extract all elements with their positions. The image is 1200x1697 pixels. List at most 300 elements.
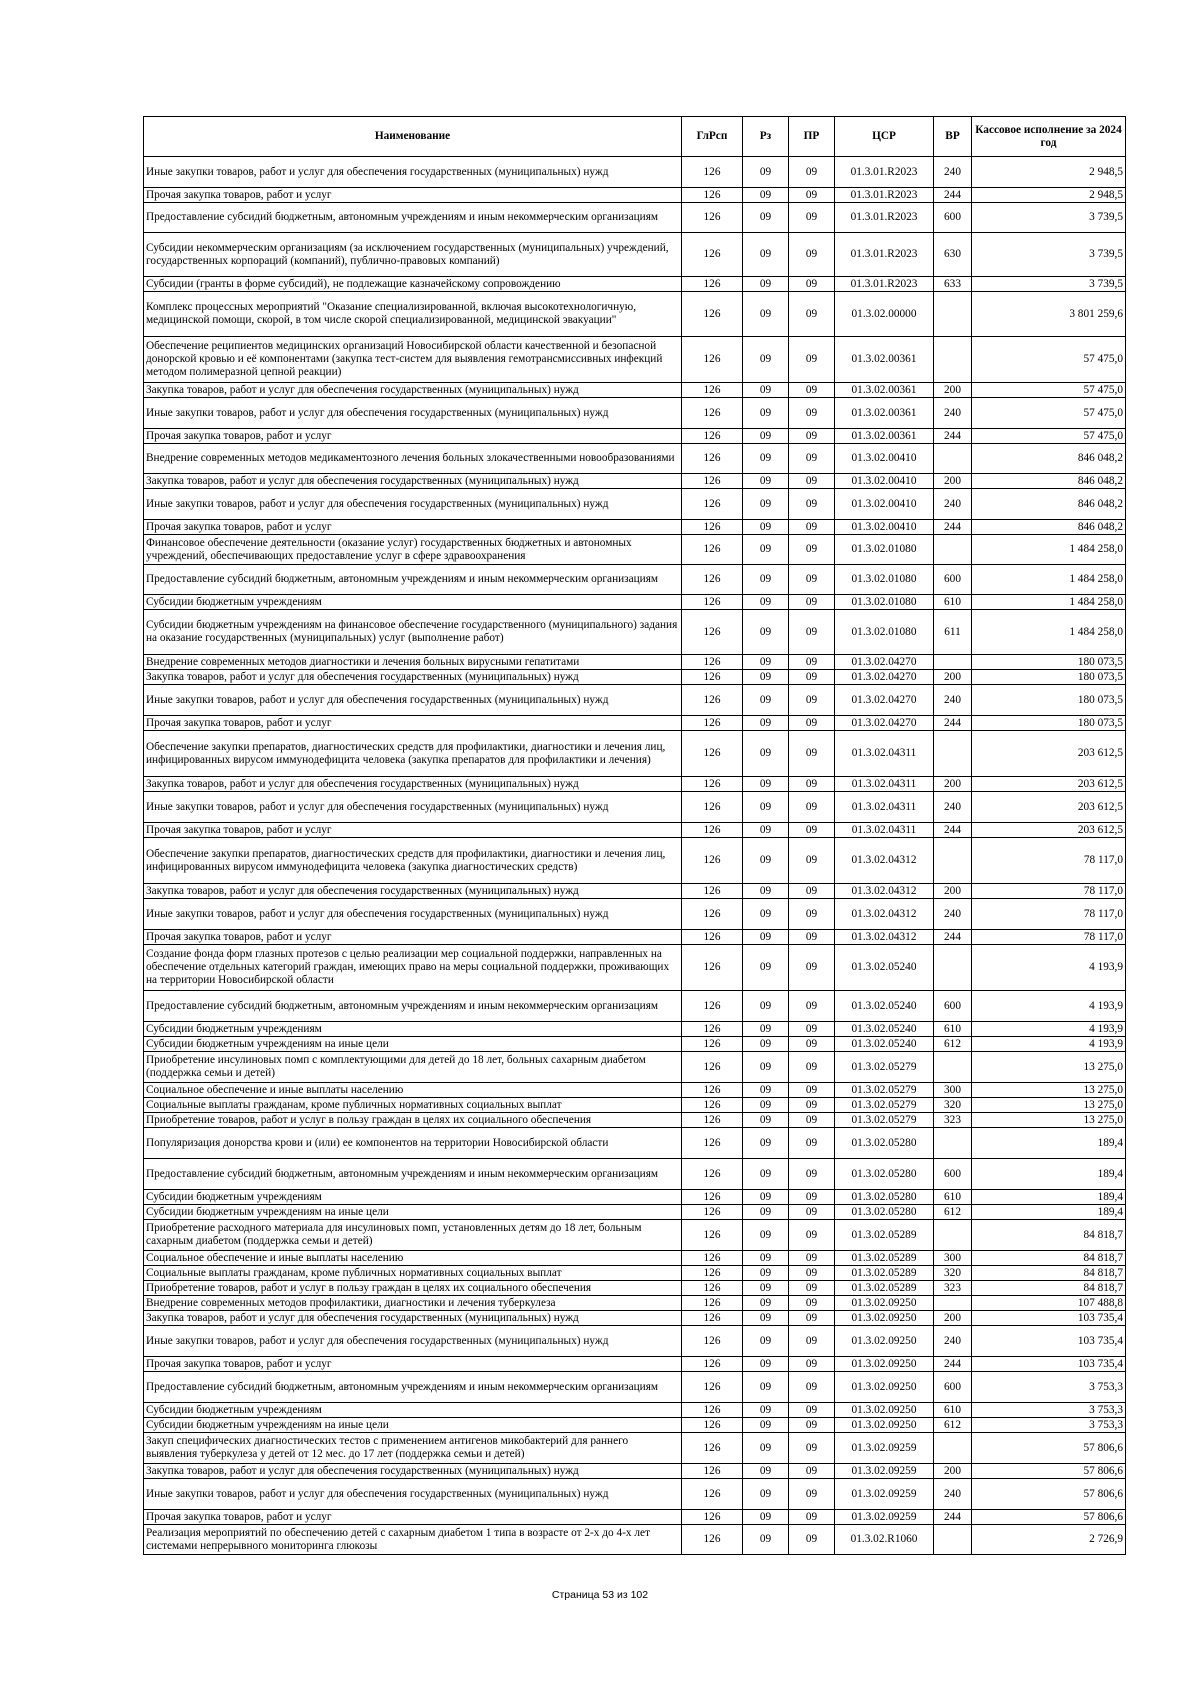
cell-csr: 01.3.02.05279	[835, 1083, 934, 1098]
cell-vr: 600	[934, 565, 972, 595]
table-row	[144, 731, 1126, 777]
cell-name: Социальное обеспечение и иные выплаты населению	[144, 1251, 682, 1266]
cell-amount: 57 806,6	[972, 1464, 1126, 1479]
cell-csr: 01.3.02.04311	[835, 823, 934, 838]
cell-name: Субсидии бюджетным учреждениям	[144, 1403, 682, 1418]
cell-rz: 09	[743, 337, 789, 383]
cell-glrsp: 126	[682, 398, 743, 429]
table-row	[144, 1403, 1126, 1418]
cell-vr: 610	[934, 1190, 972, 1205]
cell-rz: 09	[743, 474, 789, 489]
cell-rz: 09	[743, 1403, 789, 1418]
cell-amount: 78 117,0	[972, 838, 1126, 884]
cell-amount: 57 475,0	[972, 383, 1126, 398]
page-number: Страница 53 из 102	[551, 1589, 649, 1601]
cell-amount: 4 193,9	[972, 991, 1126, 1022]
cell-pr: 09	[789, 292, 835, 337]
cell-amount: 2 948,5	[972, 188, 1126, 203]
cell-glrsp: 126	[682, 1083, 743, 1098]
cell-glrsp: 126	[682, 1510, 743, 1525]
cell-rz: 09	[743, 945, 789, 991]
cell-pr: 09	[789, 1037, 835, 1052]
cell-glrsp: 126	[682, 884, 743, 899]
cell-vr: 244	[934, 429, 972, 444]
cell-amount: 846 048,2	[972, 474, 1126, 489]
cell-vr: 611	[934, 610, 972, 655]
cell-csr: 01.3.02.09259	[835, 1464, 934, 1479]
cell-rz: 09	[743, 292, 789, 337]
cell-csr: 01.3.02.05289	[835, 1251, 934, 1266]
cell-glrsp: 126	[682, 1128, 743, 1159]
cell-glrsp: 126	[682, 1281, 743, 1296]
cell-name: Субсидии бюджетным учреждениям	[144, 595, 682, 610]
cell-csr: 01.3.02.05279	[835, 1113, 934, 1128]
cell-rz: 09	[743, 1098, 789, 1113]
cell-pr: 09	[789, 535, 835, 565]
cell-glrsp: 126	[682, 429, 743, 444]
cell-csr: 01.3.01.R2023	[835, 277, 934, 292]
cell-name: Прочая закупка товаров, работ и услуг	[144, 823, 682, 838]
cell-name: Внедрение современных методов диагностики и лечения больных вирусными гепатитами	[144, 655, 682, 670]
cell-pr: 09	[789, 823, 835, 838]
cell-csr: 01.3.02.04311	[835, 777, 934, 792]
cell-csr: 01.3.02.09259	[835, 1433, 934, 1464]
cell-vr: 200	[934, 383, 972, 398]
cell-rz: 09	[743, 1418, 789, 1433]
cell-name: Закупка товаров, работ и услуг для обеспечения государственных (муниципальных) нужд	[144, 884, 682, 899]
cell-amount: 3 739,5	[972, 203, 1126, 233]
cell-vr: 244	[934, 716, 972, 731]
cell-glrsp: 126	[682, 489, 743, 520]
cell-amount: 78 117,0	[972, 930, 1126, 945]
cell-glrsp: 126	[682, 1098, 743, 1113]
cell-csr: 01.3.01.R2023	[835, 157, 934, 188]
cell-glrsp: 126	[682, 991, 743, 1022]
cell-vr: 244	[934, 823, 972, 838]
cell-rz: 09	[743, 930, 789, 945]
cell-glrsp: 126	[682, 277, 743, 292]
cell-pr: 09	[789, 685, 835, 716]
table-row	[144, 945, 1126, 991]
cell-name: Закуп специфических диагностических тестов с применением антигенов микобактерий для раннего выявления туберкулеза у детей от 12 мес. до 17 лет (поддержка семьи и детей)	[144, 1433, 682, 1464]
table-row	[144, 474, 1126, 489]
cell-amount: 180 073,5	[972, 685, 1126, 716]
cell-name: Субсидии бюджетным учреждениям на иные цели	[144, 1205, 682, 1220]
cell-rz: 09	[743, 823, 789, 838]
cell-amount: 57 475,0	[972, 429, 1126, 444]
cell-name: Социальные выплаты гражданам, кроме публичных нормативных социальных выплат	[144, 1266, 682, 1281]
cell-rz: 09	[743, 1022, 789, 1037]
cell-csr: 01.3.02.09259	[835, 1510, 934, 1525]
table-row	[144, 188, 1126, 203]
cell-vr: 633	[934, 277, 972, 292]
cell-vr: 244	[934, 930, 972, 945]
cell-pr: 09	[789, 337, 835, 383]
cell-vr: 200	[934, 474, 972, 489]
cell-rz: 09	[743, 610, 789, 655]
cell-amount: 13 275,0	[972, 1083, 1126, 1098]
cell-pr: 09	[789, 444, 835, 474]
cell-csr: 01.3.02.09250	[835, 1372, 934, 1403]
cell-glrsp: 126	[682, 731, 743, 777]
cell-glrsp: 126	[682, 1296, 743, 1311]
cell-name: Субсидии бюджетным учреждениям	[144, 1022, 682, 1037]
cell-name: Прочая закупка товаров, работ и услуг	[144, 716, 682, 731]
cell-rz: 09	[743, 1479, 789, 1510]
cell-glrsp: 126	[682, 1220, 743, 1251]
cell-vr: 244	[934, 188, 972, 203]
cell-amount: 189,4	[972, 1190, 1126, 1205]
cell-csr: 01.3.02.00000	[835, 292, 934, 337]
cell-amount: 57 475,0	[972, 337, 1126, 383]
cell-glrsp: 126	[682, 337, 743, 383]
table-row	[144, 1296, 1126, 1311]
cell-vr: 612	[934, 1418, 972, 1433]
cell-name: Иные закупки товаров, работ и услуг для обеспечения государственных (муниципальных) нужд	[144, 489, 682, 520]
cell-name: Предоставление субсидий бюджетным, автономным учреждениям и иным некоммерческим организациям	[144, 991, 682, 1022]
cell-csr: 01.3.02.05280	[835, 1128, 934, 1159]
table-row	[144, 1266, 1126, 1281]
cell-glrsp: 126	[682, 823, 743, 838]
cell-glrsp: 126	[682, 945, 743, 991]
cell-pr: 09	[789, 1251, 835, 1266]
cell-glrsp: 126	[682, 1266, 743, 1281]
cell-rz: 09	[743, 884, 789, 899]
cell-rz: 09	[743, 444, 789, 474]
cell-amount: 103 735,4	[972, 1326, 1126, 1357]
cell-rz: 09	[743, 1220, 789, 1251]
cell-glrsp: 126	[682, 233, 743, 277]
cell-vr: 240	[934, 792, 972, 823]
cell-name: Закупка товаров, работ и услуг для обеспечения государственных (муниципальных) нужд	[144, 777, 682, 792]
cell-vr: 600	[934, 1372, 972, 1403]
cell-glrsp: 126	[682, 1251, 743, 1266]
cell-pr: 09	[789, 1052, 835, 1083]
cell-name: Прочая закупка товаров, работ и услуг	[144, 429, 682, 444]
cell-amount: 203 612,5	[972, 777, 1126, 792]
cell-vr: 240	[934, 157, 972, 188]
cell-rz: 09	[743, 398, 789, 429]
cell-glrsp: 126	[682, 1205, 743, 1220]
cell-pr: 09	[789, 474, 835, 489]
cell-rz: 09	[743, 1525, 789, 1555]
cell-name: Внедрение современных методов медикаментозного лечения больных злокачественными новообразованиями	[144, 444, 682, 474]
cell-name: Субсидии некоммерческим организациям (за исключением государственных (муниципальных) учреждений, государственных корпораций (компаний), публично-правовых компаний)	[144, 233, 682, 277]
cell-amount: 3 753,3	[972, 1372, 1126, 1403]
cell-glrsp: 126	[682, 1037, 743, 1052]
cell-csr: 01.3.02.05280	[835, 1190, 934, 1205]
cell-glrsp: 126	[682, 1418, 743, 1433]
cell-vr: 300	[934, 1251, 972, 1266]
cell-rz: 09	[743, 595, 789, 610]
cell-rz: 09	[743, 157, 789, 188]
cell-amount: 3 753,3	[972, 1403, 1126, 1418]
table-row	[144, 383, 1126, 398]
cell-amount: 57 475,0	[972, 398, 1126, 429]
cell-csr: 01.3.02.00361	[835, 337, 934, 383]
cell-name: Прочая закупка товаров, работ и услуг	[144, 188, 682, 203]
cell-glrsp: 126	[682, 899, 743, 930]
cell-rz: 09	[743, 565, 789, 595]
cell-csr: 01.3.02.R1060	[835, 1525, 934, 1555]
cell-amount: 3 801 259,6	[972, 292, 1126, 337]
cell-glrsp: 126	[682, 1052, 743, 1083]
cell-amount: 2 726,9	[972, 1525, 1126, 1555]
cell-pr: 09	[789, 1326, 835, 1357]
cell-glrsp: 126	[682, 383, 743, 398]
cell-vr: 612	[934, 1037, 972, 1052]
cell-vr: 240	[934, 899, 972, 930]
cell-csr: 01.3.02.00361	[835, 383, 934, 398]
cell-csr: 01.3.02.09250	[835, 1326, 934, 1357]
cell-csr: 01.3.02.09250	[835, 1296, 934, 1311]
cell-amount: 13 275,0	[972, 1113, 1126, 1128]
budget-execution-table	[143, 116, 1126, 1555]
cell-rz: 09	[743, 489, 789, 520]
cell-name: Приобретение инсулиновых помп с комплектующими для детей до 18 лет, больных сахарным диабетом (поддержка семьи и детей)	[144, 1052, 682, 1083]
table-row	[144, 899, 1126, 930]
table-row	[144, 429, 1126, 444]
table-row	[144, 610, 1126, 655]
table-row	[144, 595, 1126, 610]
cell-vr: 200	[934, 670, 972, 685]
cell-pr: 09	[789, 383, 835, 398]
cell-name: Иные закупки товаров, работ и услуг для обеспечения государственных (муниципальных) нужд	[144, 792, 682, 823]
table-row	[144, 823, 1126, 838]
cell-csr: 01.3.02.05289	[835, 1220, 934, 1251]
cell-csr: 01.3.02.04312	[835, 838, 934, 884]
cell-pr: 09	[789, 188, 835, 203]
cell-rz: 09	[743, 1113, 789, 1128]
cell-amount: 846 048,2	[972, 444, 1126, 474]
cell-amount: 4 193,9	[972, 1037, 1126, 1052]
cell-amount: 203 612,5	[972, 792, 1126, 823]
cell-name: Предоставление субсидий бюджетным, автономным учреждениям и иным некоммерческим организациям	[144, 565, 682, 595]
cell-name: Реализация мероприятий по обеспечению детей с сахарным диабетом 1 типа в возрасте от 2-х до 4-х лет системами непрерывного мониторинга глюкозы	[144, 1525, 682, 1555]
cell-csr: 01.3.02.04311	[835, 792, 934, 823]
cell-pr: 09	[789, 1266, 835, 1281]
cell-name: Закупка товаров, работ и услуг для обеспечения государственных (муниципальных) нужд	[144, 474, 682, 489]
cell-pr: 09	[789, 1281, 835, 1296]
cell-glrsp: 126	[682, 685, 743, 716]
cell-name: Субсидии бюджетным учреждениям на иные цели	[144, 1418, 682, 1433]
table-header-row	[144, 117, 1126, 157]
cell-amount: 3 753,3	[972, 1418, 1126, 1433]
cell-name: Приобретение товаров, работ и услуг в пользу граждан в целях их социального обеспечения	[144, 1281, 682, 1296]
cell-amount: 189,4	[972, 1159, 1126, 1190]
cell-pr: 09	[789, 945, 835, 991]
cell-pr: 09	[789, 565, 835, 595]
cell-name: Прочая закупка товаров, работ и услуг	[144, 520, 682, 535]
cell-csr: 01.3.02.05280	[835, 1205, 934, 1220]
cell-vr: 200	[934, 1464, 972, 1479]
table-row	[144, 1098, 1126, 1113]
cell-vr: 240	[934, 398, 972, 429]
cell-csr: 01.3.02.05240	[835, 1022, 934, 1037]
cell-name: Иные закупки товаров, работ и услуг для обеспечения государственных (муниципальных) нужд	[144, 899, 682, 930]
cell-glrsp: 126	[682, 1357, 743, 1372]
header-vr: ВР	[934, 117, 972, 157]
cell-name: Социальное обеспечение и иные выплаты населению	[144, 1083, 682, 1098]
cell-amount: 103 735,4	[972, 1357, 1126, 1372]
cell-glrsp: 126	[682, 610, 743, 655]
cell-amount: 57 806,6	[972, 1510, 1126, 1525]
table-row	[144, 1251, 1126, 1266]
table-row	[144, 1190, 1126, 1205]
table-row	[144, 1326, 1126, 1357]
cell-pr: 09	[789, 1159, 835, 1190]
cell-name: Создание фонда форм глазных протезов с целью реализации мер социальной поддержки, направленных на обеспечение отдельных категорий граждан, имеющих право на меры социальной поддержки, проживающих на территории Новосибирской области	[144, 945, 682, 991]
cell-csr: 01.3.02.04311	[835, 731, 934, 777]
cell-vr: 200	[934, 777, 972, 792]
cell-csr: 01.3.02.04312	[835, 899, 934, 930]
cell-glrsp: 126	[682, 1525, 743, 1555]
header-glrsp: ГлРсп	[682, 117, 743, 157]
cell-amount: 103 735,4	[972, 1311, 1126, 1326]
cell-amount: 107 488,8	[972, 1296, 1126, 1311]
table-row	[144, 930, 1126, 945]
cell-csr: 01.3.02.05279	[835, 1052, 934, 1083]
cell-pr: 09	[789, 1022, 835, 1037]
cell-vr	[934, 1128, 972, 1159]
cell-pr: 09	[789, 1464, 835, 1479]
table-row	[144, 337, 1126, 383]
table-row	[144, 1510, 1126, 1525]
cell-pr: 09	[789, 1083, 835, 1098]
cell-rz: 09	[743, 188, 789, 203]
cell-csr: 01.3.02.05240	[835, 1037, 934, 1052]
cell-amount: 84 818,7	[972, 1266, 1126, 1281]
cell-amount: 78 117,0	[972, 899, 1126, 930]
table-row	[144, 1418, 1126, 1433]
cell-vr: 600	[934, 991, 972, 1022]
cell-rz: 09	[743, 1510, 789, 1525]
cell-vr: 600	[934, 1159, 972, 1190]
header-rz: Рз	[743, 117, 789, 157]
cell-rz: 09	[743, 731, 789, 777]
table-row	[144, 1525, 1126, 1555]
table-row	[144, 1357, 1126, 1372]
cell-amount: 846 048,2	[972, 489, 1126, 520]
cell-pr: 09	[789, 1357, 835, 1372]
cell-vr: 610	[934, 1022, 972, 1037]
cell-amount: 13 275,0	[972, 1098, 1126, 1113]
cell-amount: 203 612,5	[972, 731, 1126, 777]
table-row	[144, 1281, 1126, 1296]
cell-vr	[934, 1433, 972, 1464]
cell-glrsp: 126	[682, 1464, 743, 1479]
cell-pr: 09	[789, 398, 835, 429]
cell-vr	[934, 655, 972, 670]
cell-name: Комплекс процессных мероприятий "Оказание специализированной, включая высокотехнологичную, медицинской помощи, скорой, в том числе скорой специализированной, медицинской эвакуации"	[144, 292, 682, 337]
table-row	[144, 398, 1126, 429]
cell-rz: 09	[743, 899, 789, 930]
cell-amount: 3 739,5	[972, 233, 1126, 277]
cell-rz: 09	[743, 1464, 789, 1479]
cell-vr	[934, 731, 972, 777]
cell-rz: 09	[743, 1433, 789, 1464]
cell-csr: 01.3.02.04312	[835, 884, 934, 899]
cell-csr: 01.3.02.04270	[835, 685, 934, 716]
cell-csr: 01.3.02.01080	[835, 565, 934, 595]
cell-glrsp: 126	[682, 716, 743, 731]
cell-csr: 01.3.01.R2023	[835, 188, 934, 203]
cell-glrsp: 126	[682, 670, 743, 685]
cell-vr: 610	[934, 595, 972, 610]
cell-name: Социальные выплаты гражданам, кроме публичных нормативных социальных выплат	[144, 1098, 682, 1113]
table-row	[144, 716, 1126, 731]
cell-pr: 09	[789, 838, 835, 884]
cell-csr: 01.3.02.04270	[835, 670, 934, 685]
table-row	[144, 1220, 1126, 1251]
cell-glrsp: 126	[682, 535, 743, 565]
cell-amount: 78 117,0	[972, 884, 1126, 899]
cell-csr: 01.3.02.01080	[835, 610, 934, 655]
cell-name: Субсидии (гранты в форме субсидий), не подлежащие казначейскому сопровождению	[144, 277, 682, 292]
cell-glrsp: 126	[682, 565, 743, 595]
cell-rz: 09	[743, 383, 789, 398]
cell-amount: 84 818,7	[972, 1251, 1126, 1266]
table-row	[144, 1159, 1126, 1190]
cell-amount: 189,4	[972, 1128, 1126, 1159]
cell-vr: 610	[934, 1403, 972, 1418]
cell-pr: 09	[789, 1510, 835, 1525]
cell-pr: 09	[789, 595, 835, 610]
cell-pr: 09	[789, 1296, 835, 1311]
table-row	[144, 277, 1126, 292]
cell-name: Иные закупки товаров, работ и услуг для обеспечения государственных (муниципальных) нужд	[144, 1479, 682, 1510]
table-row	[144, 1083, 1126, 1098]
cell-glrsp: 126	[682, 203, 743, 233]
cell-csr: 01.3.02.05240	[835, 991, 934, 1022]
cell-name: Приобретение товаров, работ и услуг в пользу граждан в целях их социального обеспечения	[144, 1113, 682, 1128]
cell-vr	[934, 1525, 972, 1555]
cell-rz: 09	[743, 670, 789, 685]
cell-glrsp: 126	[682, 930, 743, 945]
cell-name: Иные закупки товаров, работ и услуг для обеспечения государственных (муниципальных) нужд	[144, 398, 682, 429]
cell-rz: 09	[743, 685, 789, 716]
table-row	[144, 292, 1126, 337]
cell-csr: 01.3.02.09250	[835, 1418, 934, 1433]
cell-amount: 180 073,5	[972, 670, 1126, 685]
cell-glrsp: 126	[682, 1372, 743, 1403]
table-row	[144, 884, 1126, 899]
cell-vr: 600	[934, 203, 972, 233]
cell-amount: 180 073,5	[972, 716, 1126, 731]
cell-rz: 09	[743, 429, 789, 444]
cell-glrsp: 126	[682, 474, 743, 489]
table-row	[144, 1464, 1126, 1479]
cell-vr: 612	[934, 1205, 972, 1220]
cell-vr: 323	[934, 1113, 972, 1128]
cell-vr: 200	[934, 1311, 972, 1326]
table-body	[144, 157, 1126, 1555]
cell-glrsp: 126	[682, 1022, 743, 1037]
cell-vr	[934, 945, 972, 991]
cell-csr: 01.3.02.05280	[835, 1159, 934, 1190]
cell-rz: 09	[743, 520, 789, 535]
cell-csr: 01.3.02.00410	[835, 489, 934, 520]
cell-name: Прочая закупка товаров, работ и услуг	[144, 1357, 682, 1372]
cell-pr: 09	[789, 1311, 835, 1326]
table-row	[144, 535, 1126, 565]
table-row	[144, 670, 1126, 685]
cell-vr: 323	[934, 1281, 972, 1296]
cell-glrsp: 126	[682, 595, 743, 610]
cell-csr: 01.3.02.09250	[835, 1311, 934, 1326]
cell-pr: 09	[789, 610, 835, 655]
cell-pr: 09	[789, 1113, 835, 1128]
